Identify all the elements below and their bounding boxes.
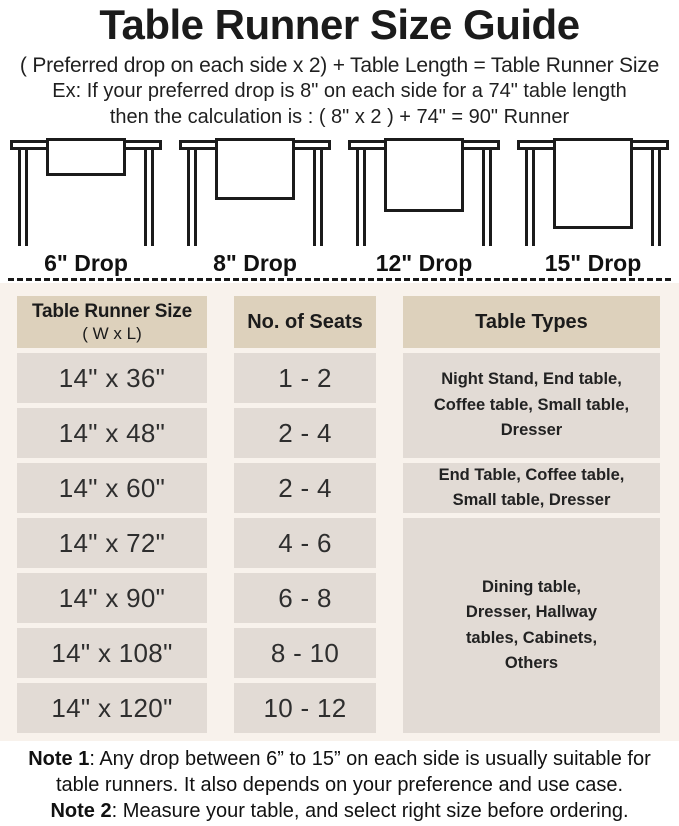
runner-shape (215, 138, 295, 200)
table-leg (482, 150, 492, 246)
example-line-2: then the calculation is : ( 8" x 2 ) + 74" = 90" Runner (109, 106, 570, 129)
size-cell: 14" x 90" (17, 573, 207, 623)
table-types-group-small-tables: Night Stand, End table, Coffee table, Small table, Dresser (403, 353, 660, 458)
seats-cell: 4 - 6 (234, 518, 376, 568)
drop-illustrations (0, 138, 679, 248)
table-figure-8in-drop (179, 138, 331, 248)
page-title: Table Runner Size Guide (99, 1, 580, 48)
drop-label-8: 8" Drop (213, 249, 297, 276)
table-leg (525, 150, 535, 246)
size-cell: 14" x 36" (17, 353, 207, 403)
header (0, 0, 679, 130)
table-leg (187, 150, 197, 246)
seats-cell: 2 - 4 (234, 463, 376, 513)
size-guide-table-section (0, 283, 679, 741)
note-1 (4, 746, 675, 798)
notes (0, 741, 679, 824)
table-types-group-large-tables: Dining table, Dresser, Hallway tables, Cabinets, Others (403, 518, 660, 733)
table-leg (356, 150, 366, 246)
seats-cell: 1 - 2 (234, 353, 376, 403)
dashed-divider (8, 278, 671, 281)
note-2-label: Note 2 (50, 800, 112, 823)
seats-cell: 2 - 4 (234, 408, 376, 458)
note-2 (4, 798, 675, 824)
size-cell: 14" x 60" (17, 463, 207, 513)
seats-cell: 6 - 8 (234, 573, 376, 623)
column-header-seats: No. of Seats (234, 296, 376, 348)
column-header-runner-size-sub: ( W x L) (82, 323, 142, 343)
table-leg (144, 150, 154, 246)
column-header-runner-size-title: Table Runner Size (32, 300, 192, 322)
table-types-group-medium-tables: End Table, Coffee table, Small table, Dresser (403, 463, 660, 513)
column-header-table-types: Table Types (403, 296, 660, 348)
table-figure-12in-drop (348, 138, 500, 248)
size-guide-table (17, 296, 660, 733)
drop-label-15: 15" Drop (544, 249, 642, 276)
runner-shape (553, 138, 633, 229)
note-2-text: : Measure your table, and select right size before ordering. (111, 800, 629, 823)
table-leg (313, 150, 323, 246)
table-leg (18, 150, 28, 246)
size-cell: 14" x 120" (17, 683, 207, 733)
formula-line: ( Preferred drop on each side x 2) + Table Length = Table Runner Size (19, 54, 660, 78)
seats-cell: 8 - 10 (234, 628, 376, 678)
drop-labels (0, 248, 679, 278)
size-cell: 14" x 108" (17, 628, 207, 678)
table-figure-15in-drop (517, 138, 669, 248)
drop-label-12: 12" Drop (375, 249, 473, 276)
runner-shape (384, 138, 464, 212)
table-figure-6in-drop (10, 138, 162, 248)
size-cell: 14" x 48" (17, 408, 207, 458)
drop-label-6: 6" Drop (44, 249, 128, 276)
note-1-label: Note 1 (28, 748, 90, 771)
size-cell: 14" x 72" (17, 518, 207, 568)
seats-cell: 10 - 12 (234, 683, 376, 733)
example-line-1: Ex: If your preferred drop is 8" on each side for a 74" table length (52, 80, 627, 103)
runner-shape (46, 138, 126, 176)
column-header-runner-size (17, 296, 207, 348)
table-leg (651, 150, 661, 246)
note-1-text: : Any drop between 6” to 15” on each side is usually suitable for table runners. It also depends on your preference and use case. (55, 748, 651, 797)
